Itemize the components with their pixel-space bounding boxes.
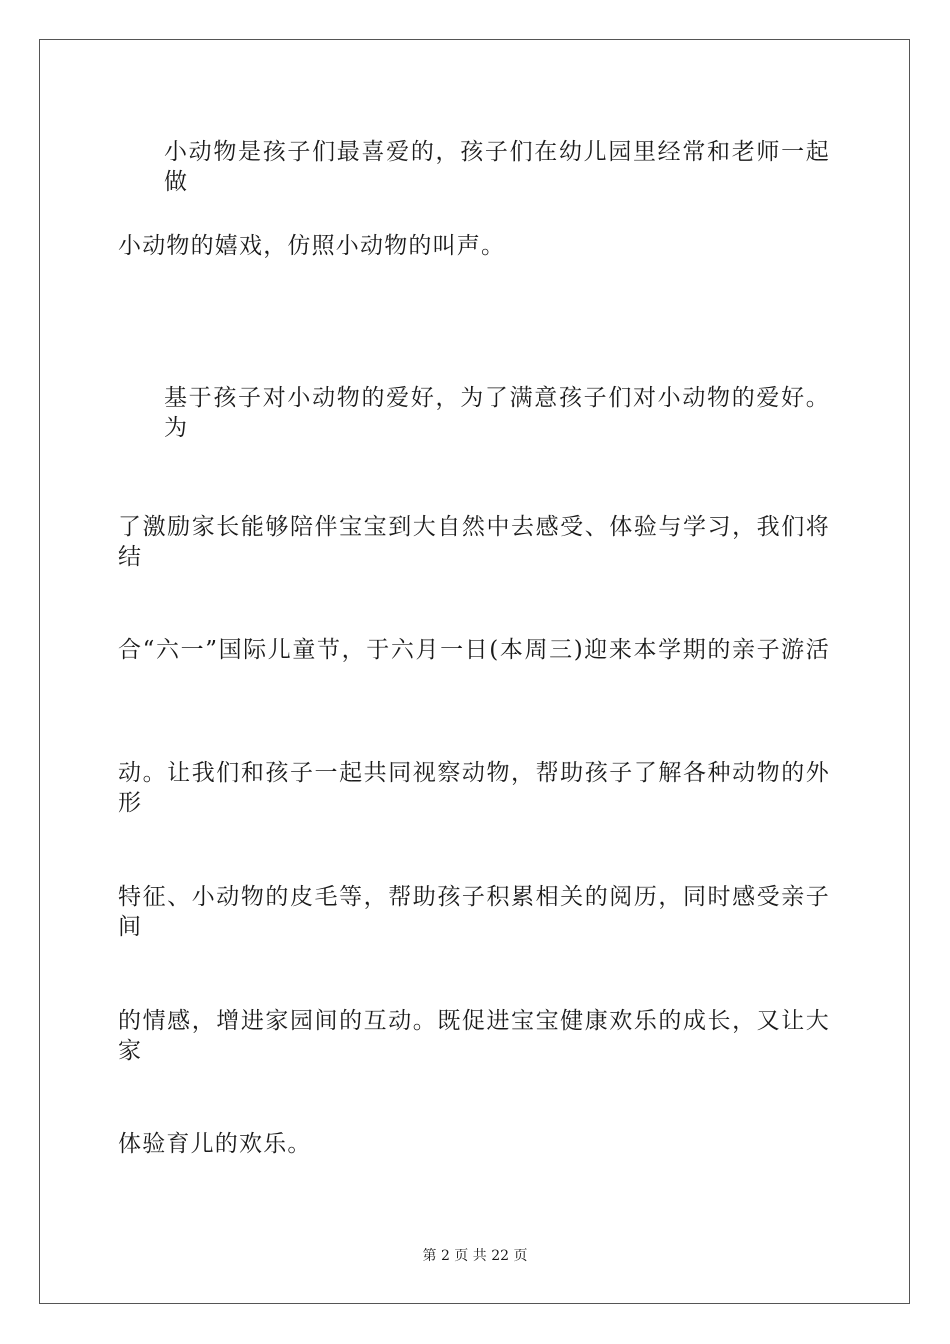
paragraph-2-line-2: 了激励家长能够陪伴宝宝到大自然中去感受、体验与学习，我们将结 (118, 514, 830, 570)
page-number-footer: 第 2 页 共 22 页 (422, 1248, 528, 1264)
paragraph-2-line-1: 基于孩子对小动物的爱好，为了满意孩子们对小动物的爱好。为 (164, 385, 830, 441)
paragraph-1-line-1: 小动物是孩子们最喜爱的，孩子们在幼儿园里经常和老师一起做 (164, 139, 830, 195)
paragraph-2-line-5: 特征、小动物的皮毛等，帮助孩子积累相关的阅历，同时感受亲子间 (118, 884, 830, 940)
paragraph-2-line-3: 合“六一”国际儿童节，于六月一日(本周三)迎来本学期的亲子游活 (118, 637, 830, 663)
page-frame (39, 39, 910, 1304)
paragraph-2-line-4: 动。让我们和孩子一起共同视察动物，帮助孩子了解各种动物的外形 (118, 760, 830, 816)
paragraph-1-line-2: 小动物的嬉戏，仿照小动物的叫声。 (118, 233, 506, 259)
paragraph-2-line-6: 的情感，增进家园间的互动。既促进宝宝健康欢乐的成长，又让大家 (118, 1008, 830, 1064)
paragraph-2-line-7: 体验育儿的欢乐。 (118, 1131, 312, 1157)
